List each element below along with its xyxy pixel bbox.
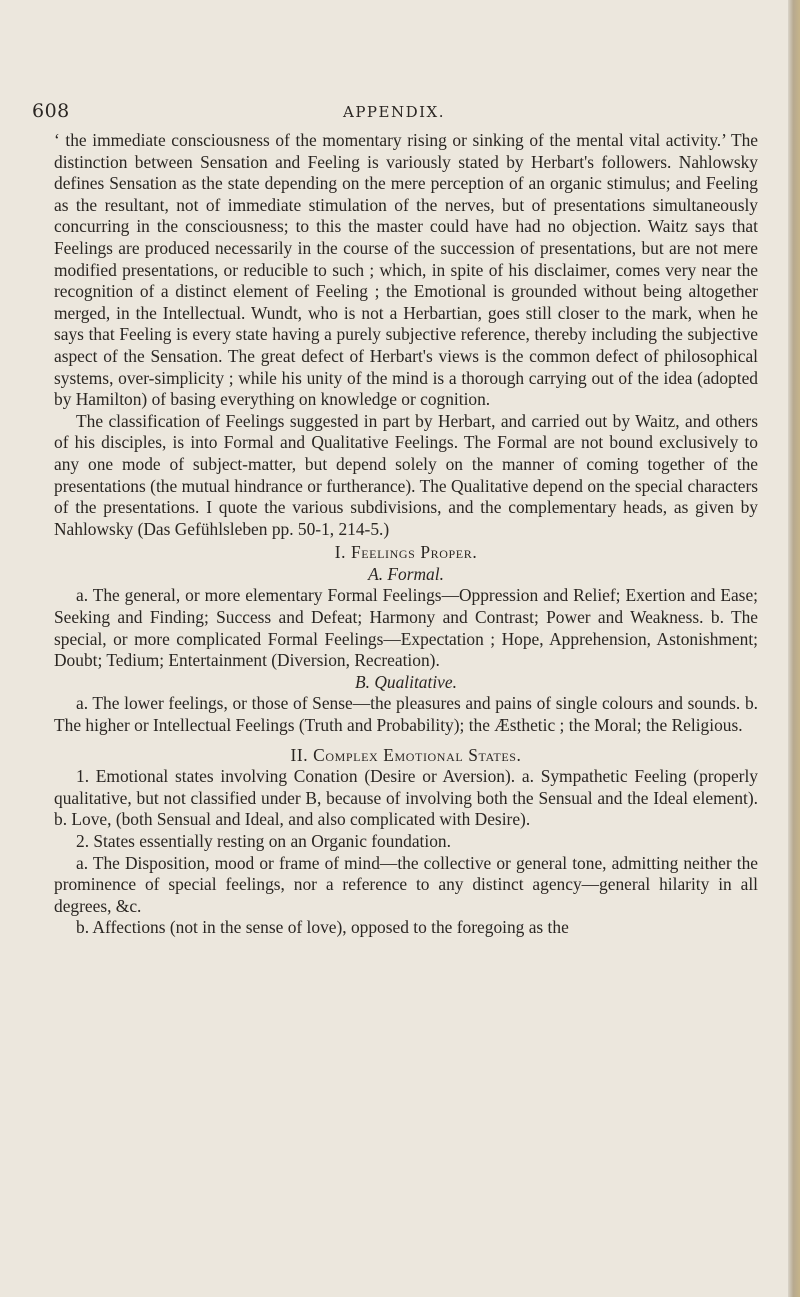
subheading-qualitative: B. Qualitative. <box>355 671 457 692</box>
paragraph-qualitative-feelings: a. The lower feelings, or those of Sense—the pleasures and pains of single colours and sounds. b. The higher or Intellectual Feelings (Truth and Probability); the Æsthetic ; the Moral; the Religious. <box>54 693 758 736</box>
page-header <box>0 100 788 124</box>
running-head: APPENDIX. <box>343 103 445 121</box>
page-body <box>54 130 758 939</box>
paragraph-conation: 1. Emotional states involving Conation (Desire or Aversion). a. Sympathetic Feeling (properly qualitative, but not classified under B, because of involving both the Sensual and the Ideal element). b. Love, (both Sensual and Ideal, and also complicated with Desire). <box>54 766 758 830</box>
page-edge <box>788 0 800 1297</box>
paragraph-2: The classification of Feelings suggested in part by Herbart, and carried out by Waitz, and others of his disciples, is into Formal and Qualitative Feelings. The Formal are not bound exclusively to any one mode of subject-matter, but depend solely on the manner of coming together of the presentations (the mutual hindrance or furtherance). The Qualitative depend on the special characters of the presentations. I quote the various subdivisions, and the complementary heads, as given by Nahlowsky (Das Gefühlsleben pp. 50-1, 214-5.) <box>54 410 758 539</box>
paragraph-formal-feelings: a. The general, or more elementary Formal Feelings—Oppression and Relief; Exertion and Ease; Seeking and Finding; Success and Defeat; Harmony and Contrast; Power and Weakness. b. The special, or more complicated Formal Feelings—Expectation ; Hope, Apprehension, Astonishment; Doubt; Tedium; Entertainment (Diversion, Recreation). <box>54 585 758 671</box>
paragraph-disposition: a. The Disposition, mood or frame of mind—the collective or general tone, admitting neither the prominence of special feelings, nor a reference to any distinct agency—general hilarity in all degrees, &c. <box>54 852 758 916</box>
heading-complex-emotional-states: II. Complex Emotional States. <box>290 744 522 765</box>
subheading-formal: A. Formal. <box>368 563 444 584</box>
page-number: 608 <box>32 100 70 122</box>
paragraph-1: ‘ the immediate consciousness of the momentary rising or sinking of the mental vital activity.’ The distinction between Sensation and Feeling is variously stated by Herbart's followers. Nahlowsky defines Sensation as the state depending on the mere perception of an organic stimulus; and Feeling as the resultant, not of immediate stimulation of the nerves, but of presentations simultaneously concurring in the consciousness; to this the master could have had no objection. Waitz says that Feelings are produced necessarily in the course of the succession of presentations, but are not mere modified presentations, or reducible to such ; which, in spite of his disclaimer, comes very near the recognition of a distinct element of Feeling ; the Emotional is grounded without being altogether merged, in the Intellectual. Wundt, who is not a Herbartian, goes still closer to the mark, when he says that Feeling is every state having a purely subjective reference, thereby including the subjective aspect of the Sensation. The great defect of Herbart's views is the common defect of philosophical systems, over-simplicity ; while his unity of the mind is a thorough carrying out of the idea (adopted by Hamilton) of basing everything on knowledge or cognition. <box>54 130 758 410</box>
paragraph-affections: b. Affections (not in the sense of love), opposed to the foregoing as the <box>76 917 569 938</box>
paragraph-organic: 2. States essentially resting on an Organic foundation. <box>76 831 451 851</box>
heading-feelings-proper: I. Feelings Proper. <box>334 542 478 563</box>
